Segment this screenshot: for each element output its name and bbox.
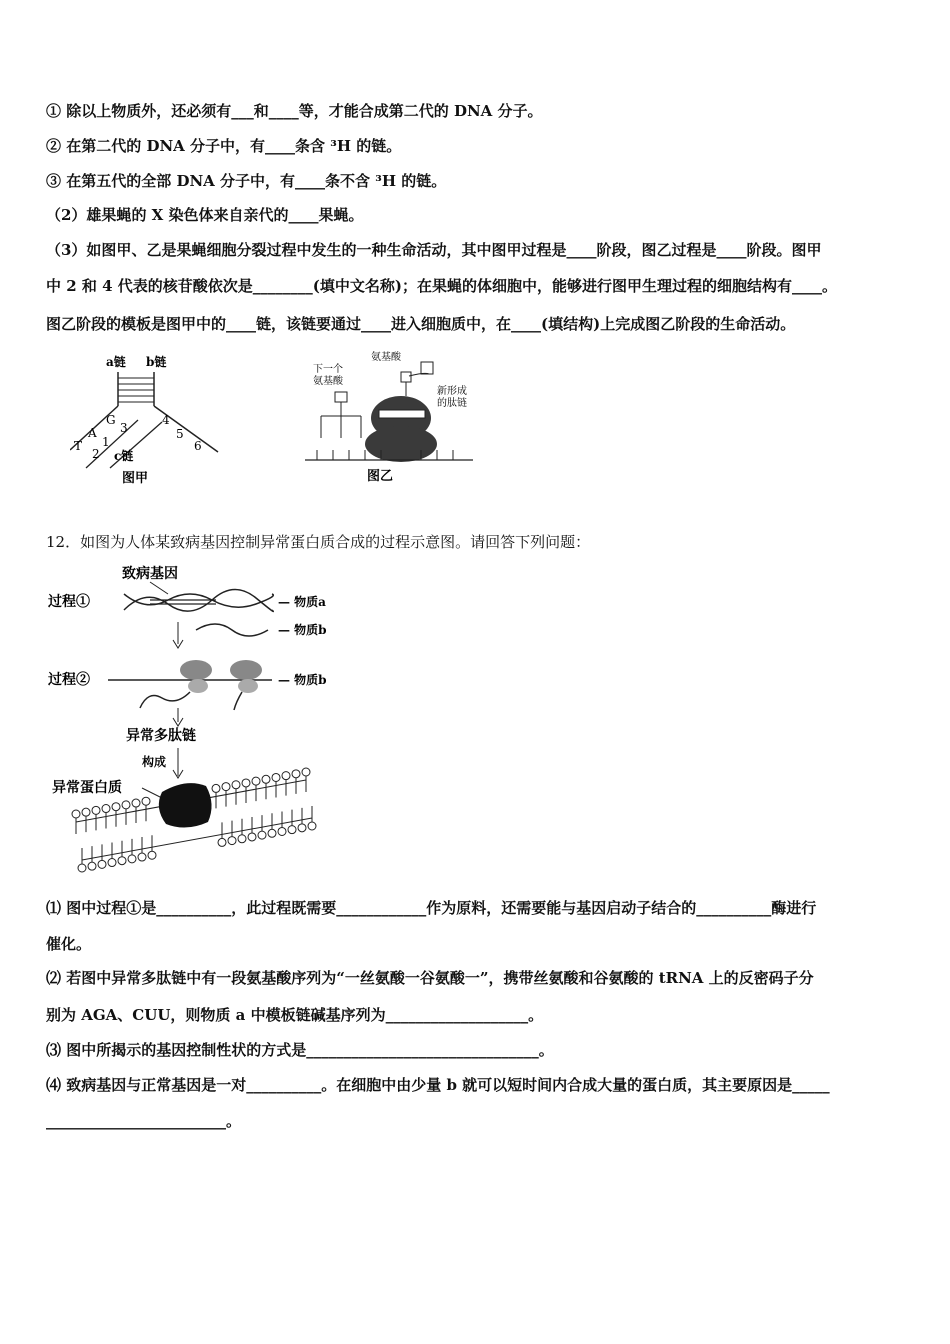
material-b-label-1: — 物质b xyxy=(278,623,327,637)
base-T: T xyxy=(74,439,83,453)
abnormal-protein-icon xyxy=(159,783,212,827)
num-6: 6 xyxy=(194,439,202,453)
lipid-head xyxy=(238,835,246,843)
lipid-head xyxy=(258,831,266,839)
lipid-head xyxy=(282,772,290,780)
process2-label: 过程② xyxy=(48,672,90,688)
aa-label: 氨基酸 xyxy=(371,352,401,363)
new-chain-label-2: 的肽链 xyxy=(437,398,467,409)
q12-sub3: ⑶ 图中所揭示的基因控制性状的方式是_______________________________。 xyxy=(46,1041,554,1059)
lipid-head xyxy=(228,837,236,845)
q11-line-3: ③ 在第五代的全部 DNA 分子中，有____条不含 ³H 的链。 xyxy=(46,172,447,190)
lipid-head xyxy=(298,824,306,832)
ribosome-1-icon xyxy=(180,660,212,680)
lipid-head xyxy=(138,853,146,861)
caption-yi: 图乙 xyxy=(367,469,394,484)
num-5: 5 xyxy=(176,427,184,441)
q11-line-7: 图乙阶段的模板是图甲中的____链，该链要通过____进入细胞质中，在____(填结构)上完成图乙阶段的生命活动。 xyxy=(46,315,796,333)
compose-label: 构成 xyxy=(142,755,167,769)
lipid-head xyxy=(218,838,226,846)
num-2: 2 xyxy=(92,447,100,461)
base-A: A xyxy=(88,426,97,440)
q12-sub2-b: 别为 AGA、CUU，则物质 a 中模板链碱基序列为___________________。 xyxy=(46,1006,544,1024)
lipid-head xyxy=(132,799,140,807)
lipid-head xyxy=(122,801,130,809)
lipid-head xyxy=(108,859,116,867)
lipid-head xyxy=(268,829,276,837)
lipid-head xyxy=(102,805,110,813)
lipid-head xyxy=(242,779,250,787)
lipid-head xyxy=(72,810,80,818)
lipid-head xyxy=(212,784,220,792)
q11-line-5: （3）如图甲、乙是果蝇细胞分裂过程中发生的一种生命活动，其中图甲过程是____阶段，图乙过程是____阶段。图甲 xyxy=(46,241,822,259)
lipid-head xyxy=(292,770,300,778)
next-aa-label-2: 氨基酸 xyxy=(313,376,343,387)
ribosome-2-icon xyxy=(230,660,262,680)
c-chain-label: c链 xyxy=(114,449,134,463)
q12-sub1-a: ⑴ 图中过程①是__________，此过程既需要____________作为原料，还需要能与基因启动子结合的__________酶进行 xyxy=(46,899,817,917)
lipid-head xyxy=(148,851,156,859)
num-4: 4 xyxy=(162,413,170,427)
figure-gene-expression xyxy=(46,560,366,880)
caption-jia: 图甲 xyxy=(122,471,149,486)
trna-icon xyxy=(335,392,347,402)
base-G: G xyxy=(106,413,116,427)
lipid-head xyxy=(262,775,270,783)
q12-sub1-b: 催化。 xyxy=(46,935,92,953)
lipid-head xyxy=(222,783,230,791)
b-chain-label: b链 xyxy=(146,355,167,369)
lipid-head xyxy=(118,857,126,865)
lipid-head xyxy=(128,855,136,863)
q12-stem: 12．如图为人体某致病基因控制异常蛋白质合成的过程示意图。请回答下列问题： xyxy=(46,533,591,551)
lipid-head xyxy=(92,806,100,814)
num-1: 1 xyxy=(102,435,110,449)
num-3: 3 xyxy=(120,421,128,435)
lipid-head xyxy=(302,768,310,776)
lipid-head xyxy=(142,797,150,805)
material-a-label: — 物质a xyxy=(278,595,326,609)
lipid-head xyxy=(232,781,240,789)
q11-line-4: （2）雄果蝇的 X 染色体来自亲代的____果蝇。 xyxy=(46,206,364,224)
lipid-head xyxy=(288,826,296,834)
q12-sub2-a: ⑵ 若图中异常多肽链中有一段氨基酸序列为“一丝氨酸一谷氨酸一”，携带丝氨酸和谷氨酸的 tRNA 上的反密码子分 xyxy=(46,969,814,987)
lipid-head xyxy=(278,827,286,835)
q11-line-2: ② 在第二代的 DNA 分子中，有____条含 ³H 的链。 xyxy=(46,137,402,155)
lipid-head xyxy=(78,864,86,872)
new-chain-label: 新形成 xyxy=(437,386,467,397)
lipid-head xyxy=(98,860,106,868)
protein-label: 异常蛋白质 xyxy=(52,780,122,796)
material-b-label-2: — 物质b xyxy=(278,673,327,687)
gene-label: 致病基因 xyxy=(122,566,178,582)
q11-line-6: 中 2 和 4 代表的核苷酸依次是________(填中文名称)；在果蝇的体细胞中，能够进行图甲生理过程的细胞结构有____。 xyxy=(46,277,837,295)
process1-label: 过程① xyxy=(48,594,90,610)
a-chain-label: a链 xyxy=(106,355,126,369)
lipid-head xyxy=(252,777,260,785)
q12-sub4-b: ________________________。 xyxy=(46,1112,242,1130)
q12-sub4-a: ⑷ 致病基因与正常基因是一对__________。在细胞中由少量 b 就可以短时间内合成大量的蛋白质，其主要原因是_____ xyxy=(46,1076,830,1094)
figure-jia xyxy=(70,350,230,490)
lipid-head xyxy=(308,822,316,830)
next-aa-label: 下一个 xyxy=(313,364,343,375)
lipid-head xyxy=(272,773,280,781)
chain-label: 异常多肽链 xyxy=(126,728,196,744)
lipid-head xyxy=(82,808,90,816)
lipid-head xyxy=(248,833,256,841)
lipid-head xyxy=(112,803,120,811)
lipid-head xyxy=(88,862,96,870)
q11-line-1: ① 除以上物质外，还必须有___和____等，才能合成第二代的 DNA 分子。 xyxy=(46,102,543,120)
ribosome-lower xyxy=(365,426,437,462)
figure-yi xyxy=(305,348,475,488)
